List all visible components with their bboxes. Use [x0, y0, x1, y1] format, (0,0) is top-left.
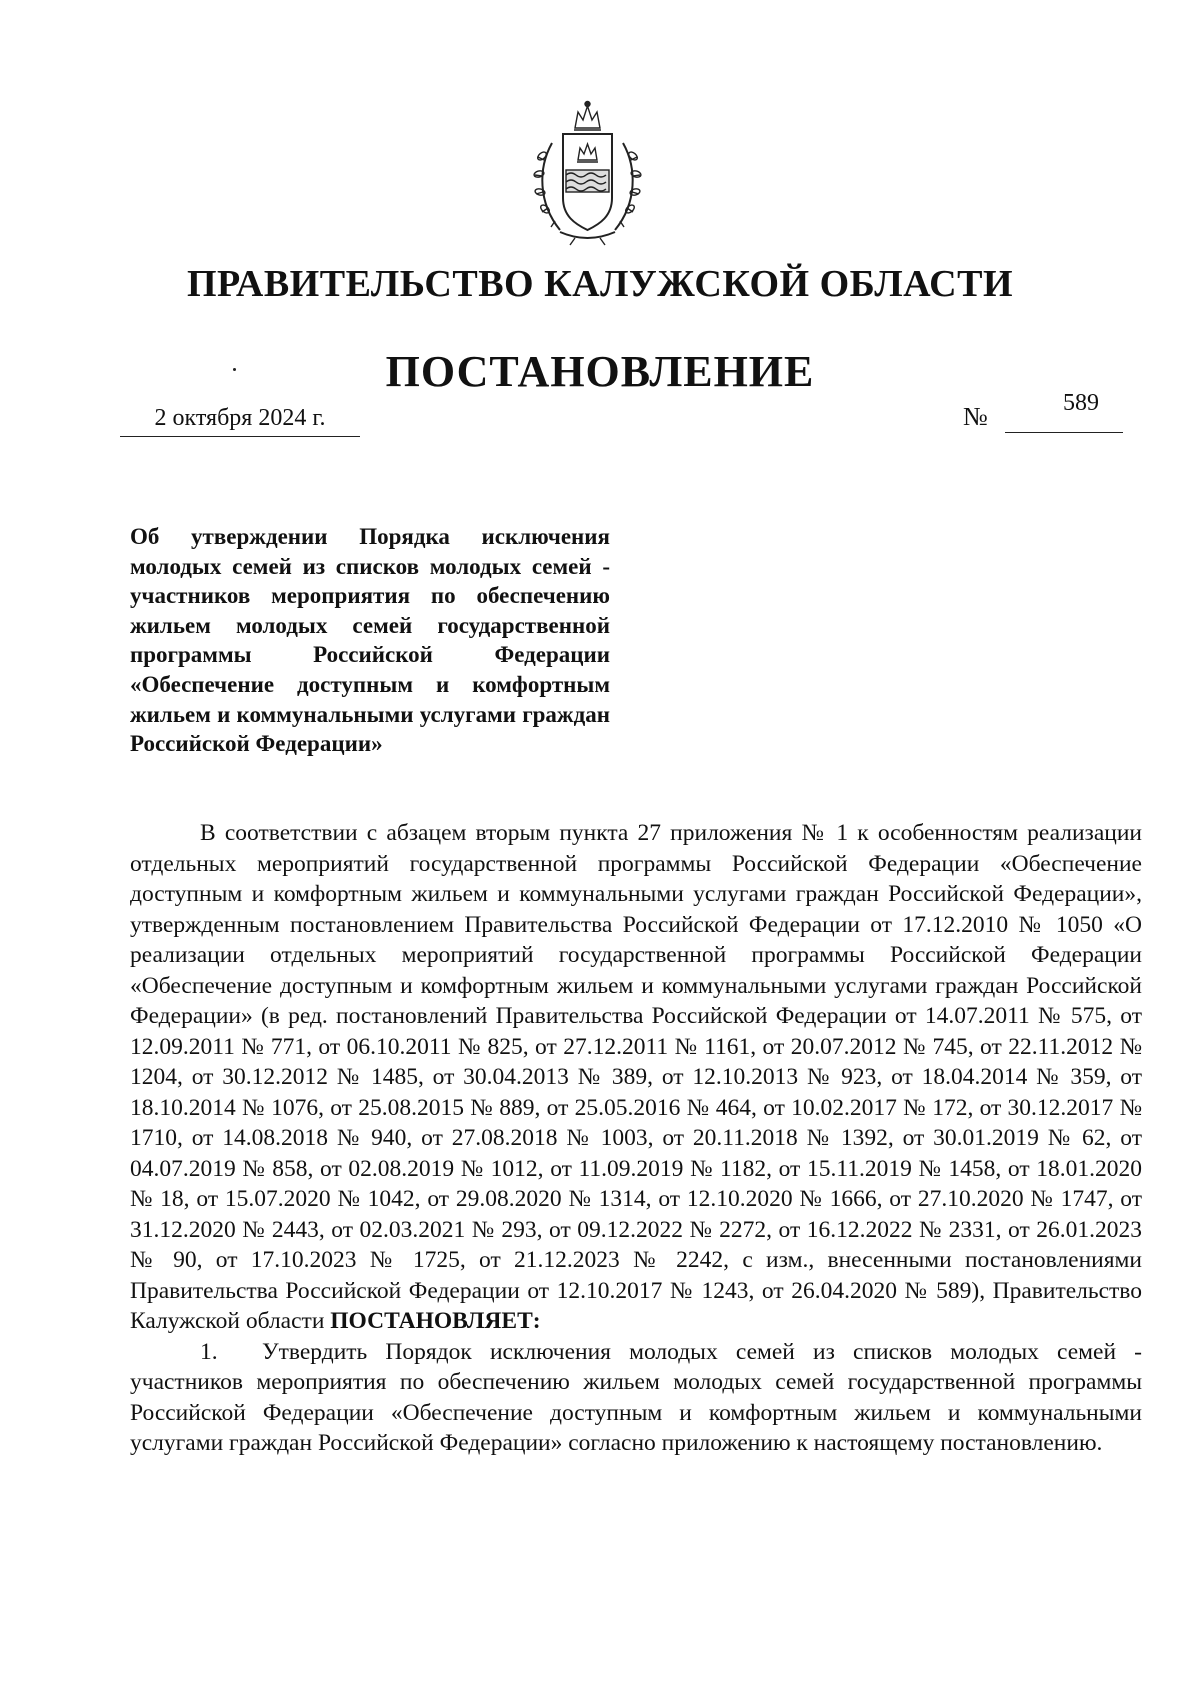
date-field	[120, 404, 360, 437]
kaluga-oblast-coat-of-arms-icon	[530, 98, 645, 246]
preamble-paragraph	[130, 818, 1142, 1337]
number-underline	[1005, 432, 1123, 433]
document-subject: Об утверждении Порядка исключения молодых семей из списков молодых семей - участников мероприятия по обеспечению жильем молодых семей государственной программы Российской Федерации «Обеспечение доступным и комфортным жильем и коммунальными услугами граждан Российской Федерации»	[130, 524, 610, 757]
item-number: 1.	[200, 1338, 218, 1365]
document-date: 2 октября 2024 г.	[154, 405, 326, 431]
preamble-actor: Правительство Калужской области	[130, 1277, 1142, 1334]
preamble-verb: ПОСТАНОВЛЯЕТ:	[330, 1308, 541, 1334]
document-number: 589	[1063, 390, 1099, 416]
government-title: ПРАВИТЕЛЬСТВО КАЛУЖСКОЙ ОБЛАСТИ	[186, 263, 1014, 305]
document-type-title: ПОСТАНОВЛЕНИЕ	[385, 347, 815, 396]
item-text: Утвердить Порядок исключения молодых семей из списков молодых семей - участников мероприятия по обеспечению жильем молодых семей государственной программы Российской Федерации «Обеспечение доступным и комфортным жильем и коммунальными услугами граждан Российской Федерации» согласно приложению к настоящему постановлению.	[130, 1338, 1142, 1456]
number-sign: №	[963, 402, 988, 431]
preamble-text: В соответствии с абзацем вторым пункта 27 приложения № 1 к особенностям реализации отдельных мероприятий государственной программы Российской Федерации «Обеспечение доступным и комфортным жильем и коммунальными услугами граждан Российской Федерации», утвержденным постановлением Правительства Российской Федерации от 17.12.2010 № 1050 «О реализации отдельных мероприятий государственной программы Российской Федерации «Обеспечение доступным и комфортным жильем и коммунальными услугами граждан Российской Федерации» (в ред. постановлений Правительства Российской Федерации от 14.07.2011 № 575, от 12.09.2011 № 771, от 06.10.2011 № 825, от 27.12.2011 № 1161, от 20.07.2012 № 745, от 22.11.2012 № 1204, от 30.12.2012 № 1485, от 30.04.2013 № 389, от 12.10.2013 № 923, от 18.04.2014 № 359, от 18.10.2014 № 1076, от 25.08.2015 № 889, от 25.05.2016 № 464, от 10.02.2017 № 172, от 30.12.2017 № 1710, от 14.08.2018 № 940, от 27.08.2018 № 1003, от 20.11.2018 № 1392, от 30.01.2019 № 62, от 04.07.2019 № 858, от 02.08.2019 № 1012, от 11.09.2019 № 1182, от 15.11.2019 № 1458, от 18.01.2020 № 18, от 15.07.2020 № 1042, от 29.08.2020 № 1314, от 12.10.2020 № 1666, от 27.10.2020 № 1747, от 31.12.2020 № 2443, от 02.03.2021 № 293, от 09.12.2022 № 2272, от 16.12.2022 № 2331, от 26.01.2023 № 90, от 17.10.2023 № 1725, от 21.12.2023 № 2242, с изм., внесенными постановлениями Правительства Российской Федерации от 12.10.2017 № 1243, от 26.04.2020 № 589),	[130, 820, 1142, 1304]
number-field	[963, 390, 1123, 438]
list-item	[130, 1337, 1142, 1459]
scan-dot	[233, 368, 236, 371]
document-body	[130, 818, 1142, 1459]
date-underline	[120, 436, 360, 437]
